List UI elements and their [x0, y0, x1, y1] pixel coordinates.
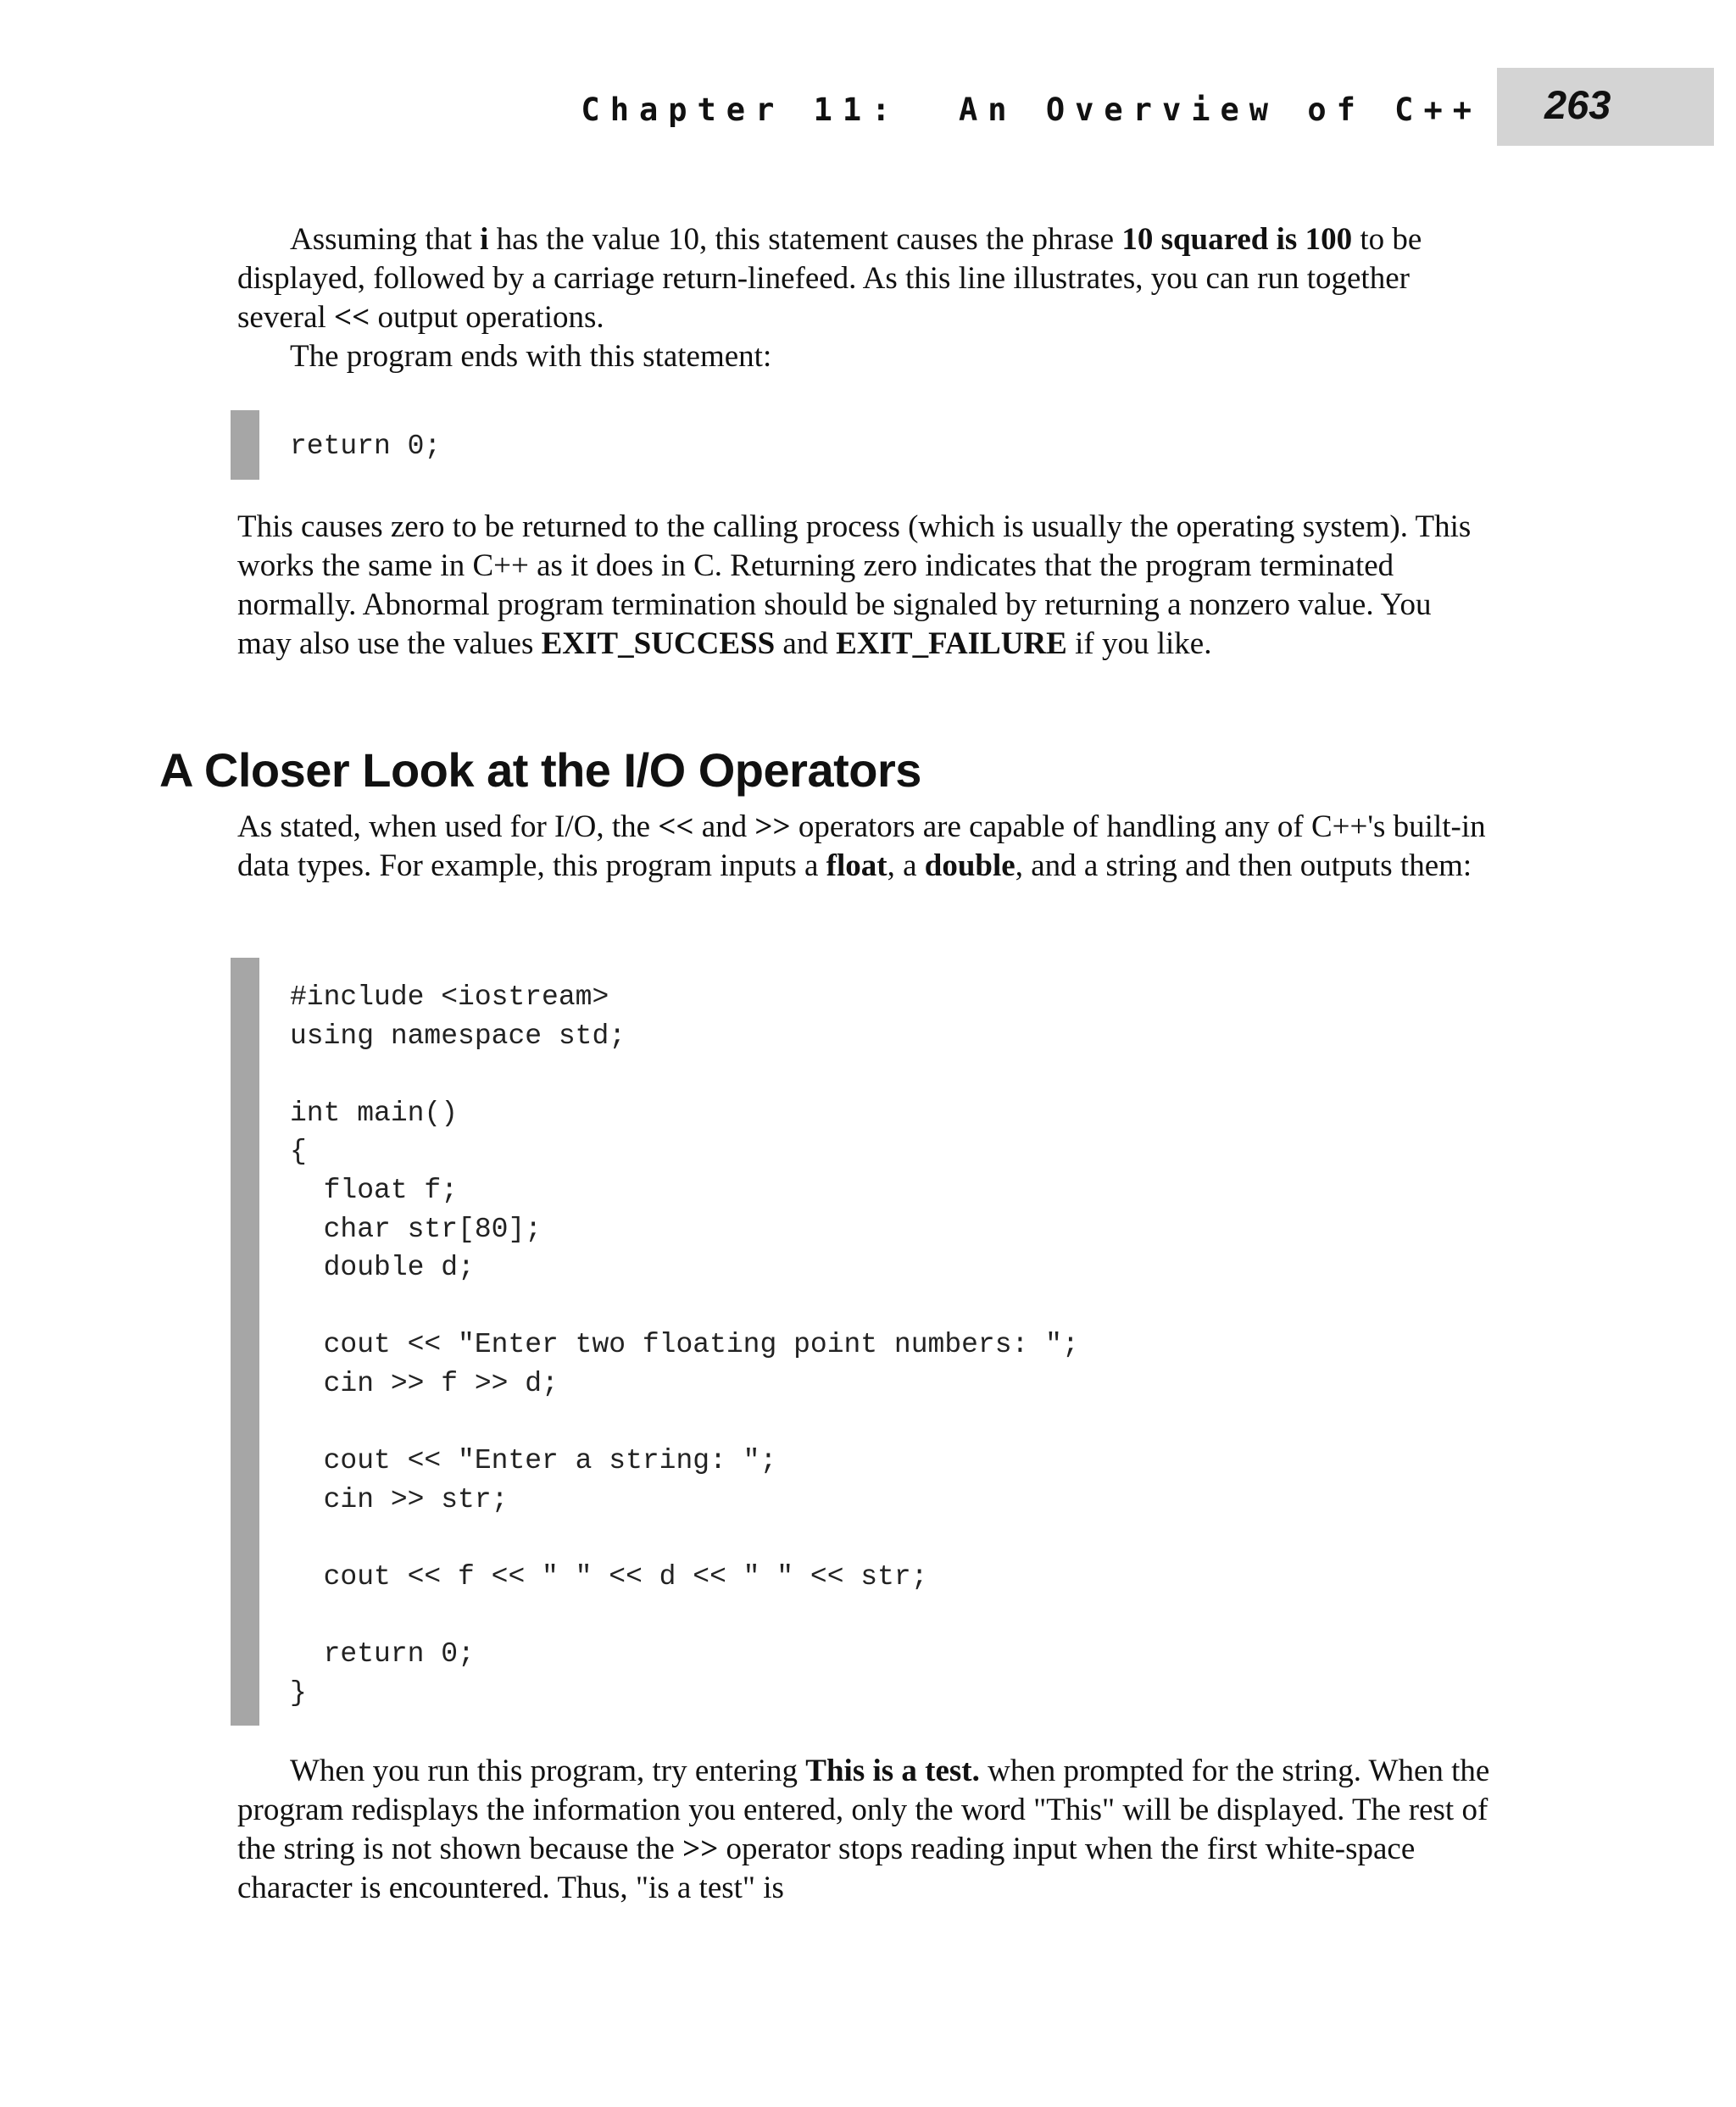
section-heading: A Closer Look at the I/O Operators: [159, 743, 921, 797]
running-header: [581, 92, 1482, 128]
paragraph-zero-returned: This causes zero to be returned to the calling process (which is usually the operating system). This works the same in C++ as it does in C. Returning zero indicates that the program terminated normally. Abnormal program termination should be signaled by returning a nonzero value. You may also use the values EXIT_SUCCESS and EXIT_​FAILURE if you like.: [237, 509, 1472, 661]
code-block-return: [231, 410, 441, 480]
code-program: #include <iostream> using namespace std; int main() { float f; char str[80]; double d; cout << "Enter two floating point numbers: "; cin >> f >> d; cout << "Enter a string: "; cin >> str; cout << f << " " << d << " " << str; return 0; }: [290, 981, 1079, 1709]
chapter-number: Chapter 11:: [581, 92, 901, 128]
code-return: return 0;: [290, 431, 442, 462]
paragraph-when-you-run: When you run this program, try entering This is a test. when prompted for the string. When the program redisplays the information you entered, only the word "This" will be displayed. The rest of the string is not shown because the >> operator stops reading input when the first white-space character is encountered. Thus, "is a test" is: [237, 1754, 1490, 1905]
paragraph-assuming: Assuming that i has the value 10, this statement causes the phrase 10 squared is 100 to be displayed, followed by a carriage return-linefeed. As this line illustrates, you can run together several << output operations. The program ends with this statement:: [237, 220, 1492, 376]
chapter-title: An Overview of C++: [959, 92, 1482, 128]
paragraph-as-stated: As stated, when used for I/O, the << and >> operators are capable of handling any of C++'s built-in data types. For example, this program inputs a float, a double, and a string and then outputs them:: [237, 809, 1486, 883]
code-block-program: [231, 958, 1079, 1726]
page-number: 263: [1497, 68, 1714, 146]
paragraph-program-ends: The program ends with this statement:: [290, 339, 772, 374]
